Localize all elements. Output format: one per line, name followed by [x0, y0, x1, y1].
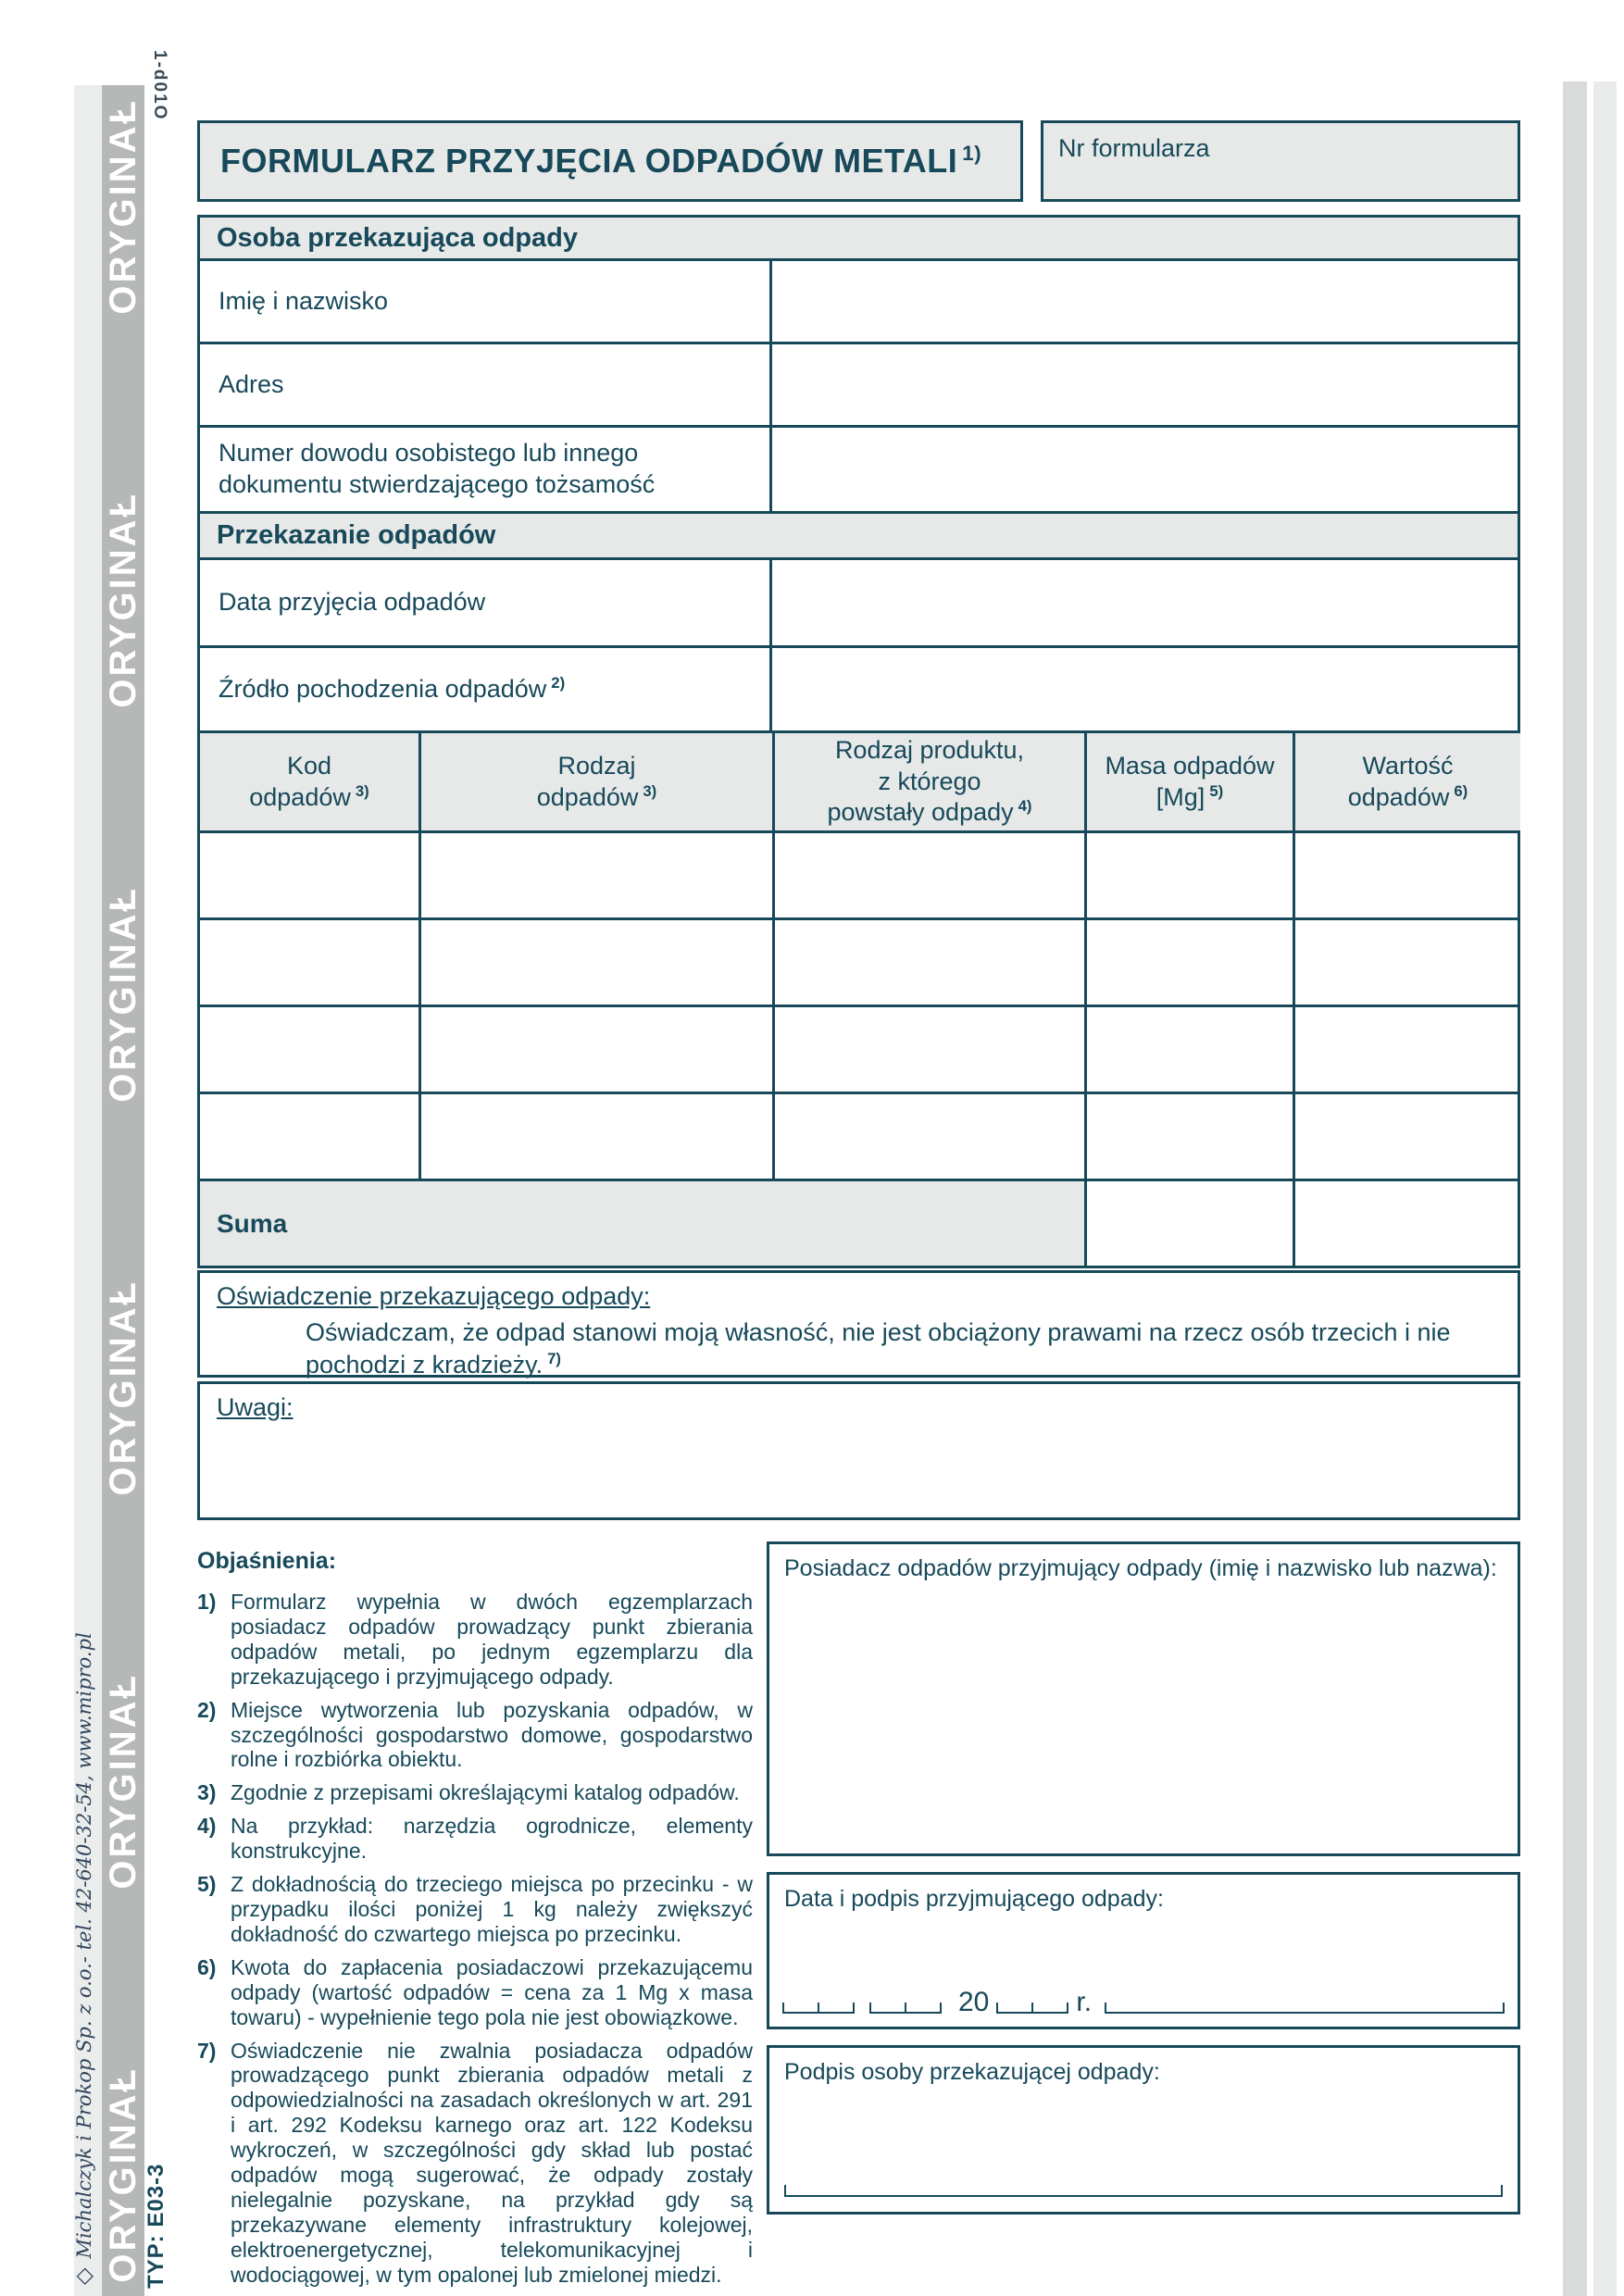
- main-form: [197, 215, 1520, 1520]
- table-cell-mass[interactable]: [1084, 1004, 1293, 1092]
- column-header-product-type: Rodzaj produktu, z którego powstały odpady $^{4)}$: [772, 733, 1084, 830]
- right-edge-strip: [1593, 81, 1617, 2296]
- watermark-text: ORYGINAŁ: [102, 1673, 144, 1890]
- table-cell-type[interactable]: [418, 1092, 772, 1179]
- note-number: 5): [197, 1872, 217, 1897]
- note-number: 6): [197, 1954, 217, 1979]
- section-header-transfer: Przekazanie odpadów: [197, 511, 1520, 560]
- printer-credit-text: Michalczyk i Prokop Sp. z o.o.- tel. 42-640-32-54, www.mipro.pl: [73, 1632, 95, 2259]
- date-year-cell[interactable]: [996, 2003, 1033, 2014]
- column-header-line: powstały odpady $^{4)}$: [827, 797, 1032, 827]
- section-header-transferor: Osoba przekazująca odpady: [197, 215, 1520, 261]
- transferor-signature-box[interactable]: [767, 2045, 1520, 2215]
- watermark-text: ORYGINAŁ: [102, 2066, 144, 2283]
- sum-label: Suma: [200, 1179, 1084, 1266]
- name-input-area[interactable]: [772, 261, 1518, 342]
- edge-print-code: 1-d01O: [150, 50, 169, 121]
- table-cell-value[interactable]: [1293, 830, 1520, 917]
- date-day-cell[interactable]: [782, 2003, 819, 2014]
- column-header-line: odpadów $^{3)}$: [249, 781, 369, 811]
- title-footnote-ref: 1): [962, 142, 982, 165]
- field-row-id-number: [197, 425, 1520, 514]
- column-header-line: odpadów $^{3)}$: [536, 781, 657, 811]
- date-century-text: 20: [958, 1987, 990, 2017]
- form-title-box: [197, 120, 1023, 202]
- note-number: 7): [197, 2038, 217, 2063]
- date-day-cell[interactable]: [818, 2003, 855, 2014]
- note-number: 2): [197, 1697, 217, 1722]
- sum-mass-cell[interactable]: [1084, 1179, 1293, 1266]
- id-number-label: Numer dowodu osobistego lub innego dokumentu stwierdzającego tożsamość: [200, 428, 772, 511]
- column-header-line: odpadów $^{6)}$: [1347, 781, 1468, 811]
- declaration-footnote-ref: 7): [547, 1350, 562, 1368]
- acceptance-date-label: Data przyjęcia odpadów: [200, 560, 772, 645]
- address-input-area[interactable]: [772, 344, 1518, 425]
- table-cell-type[interactable]: [418, 917, 772, 1004]
- address-label: Adres: [200, 344, 772, 425]
- note-text: Oświadczenie nie zwalnia posiadacza odpadów prowadzącego punkt zbierania odpadów metali z odpowiedzialności na zasadach określonych w art. 291 i art. 292 Kodeksu karnego oraz art. 122 Kodeksu wykroczeń, w szczególności gdy skład lub postać odpadów mogą sugerować, że odpady zostały nielegalnie pozyskane, na przykład gdy są przekazywane elementy infrastruktury kolejowej, elektroenergetycznej, telekomunikacyjnej i wodociągowej, w tym opalonej lub zmielonej miedzi.: [231, 2038, 753, 2287]
- declaration-body: Oświadczam, że odpad stanowi moją własność, nie jest obciążony prawami na rzecz osób trzecich i nie pochodzi z kradzieży. $^{7)}$: [306, 1318, 1451, 1379]
- sum-value-cell[interactable]: [1293, 1179, 1520, 1266]
- explanations: [197, 1548, 753, 2296]
- table-cell-product[interactable]: [772, 1004, 1084, 1092]
- name-label: Imię i nazwisko: [200, 261, 772, 342]
- table-cell-code[interactable]: [200, 1092, 418, 1179]
- table-cell-product[interactable]: [772, 1092, 1084, 1179]
- field-row-address: [197, 342, 1520, 428]
- note-text: Kwota do zapłacenia posiadaczowi przekazującemu odpady (wartość odpadów = cena za 1 Mg x masa towaru) - wypełnienie tego pola nie jest obowiązkowe.: [231, 1954, 753, 2029]
- table-cell-value[interactable]: [1293, 1004, 1520, 1092]
- field-row-waste-source: [197, 645, 1520, 733]
- declaration-box: [197, 1270, 1520, 1378]
- table-cell-code[interactable]: [200, 830, 418, 917]
- acceptance-date-input-area[interactable]: [772, 560, 1518, 645]
- watermark-text: ORYGINAŁ: [102, 98, 144, 315]
- form-number-field[interactable]: [1041, 120, 1520, 202]
- table-cell-mass[interactable]: [1084, 830, 1293, 917]
- receiver-holder-label: Posiadacz odpadów przyjmujący odpady (imię i nazwisko lub nazwa):: [784, 1555, 1497, 1581]
- note-text: Na przykład: narzędzia ogrodnicze, elementy konstrukcyjne.: [231, 1814, 753, 1864]
- receiver-date-signature-box[interactable]: [767, 1872, 1520, 2029]
- note-item: [197, 2039, 753, 2288]
- watermark-text: ORYGINAŁ: [102, 1279, 144, 1496]
- note-number: 4): [197, 1814, 217, 1839]
- explanations-heading: Objaśnienia:: [197, 1548, 337, 1574]
- transferor-signature-label: Podpis osoby przekazującej odpady:: [784, 2059, 1160, 2085]
- date-year-cell[interactable]: [1031, 2003, 1068, 2014]
- note-item: [197, 1780, 753, 1805]
- table-cell-type[interactable]: [418, 830, 772, 917]
- remarks-box[interactable]: [197, 1381, 1520, 1520]
- field-row-acceptance-date: [197, 557, 1520, 648]
- date-year-suffix: r.: [1076, 1987, 1093, 2017]
- remarks-heading: Uwagi:: [217, 1393, 294, 1421]
- table-cell-product[interactable]: [772, 830, 1084, 917]
- note-number: 1): [197, 1590, 217, 1614]
- declaration-heading: Oświadczenie przekazującego odpady:: [217, 1282, 651, 1310]
- receiver-holder-box[interactable]: [767, 1541, 1520, 1856]
- table-cell-code[interactable]: [200, 917, 418, 1004]
- note-text: Formularz wypełnia w dwóch egzemplarzach posiadacz odpadów prowadzący punkt zbierania odpadów metali, po jednym egzemplarzu dla przekazującego i przyjmującego odpady.: [231, 1590, 753, 1689]
- note-item: [197, 1955, 753, 2030]
- printer-credit: [70, 1632, 96, 2285]
- column-header-waste-type: Rodzaj odpadów $^{3)}$: [418, 733, 772, 830]
- table-cell-code[interactable]: [200, 1004, 418, 1092]
- waste-source-input-area[interactable]: [772, 648, 1518, 730]
- table-cell-value[interactable]: [1293, 917, 1520, 1004]
- table-cell-type[interactable]: [418, 1004, 772, 1092]
- right-edge-strip: [1563, 81, 1587, 2296]
- note-text: Z dokładnością do trzeciego miejsca po przecinku - w przypadku ilości poniżej 1 kg należy zwiększyć dokładność do czwartego miejsca po przecinku.: [231, 1872, 753, 1946]
- table-cell-mass[interactable]: [1084, 917, 1293, 1004]
- note-item: [197, 1814, 753, 1864]
- table-cell-product[interactable]: [772, 917, 1084, 1004]
- waste-source-label: [200, 648, 772, 730]
- column-header-waste-value: Wartość odpadów $^{6)}$: [1293, 733, 1520, 830]
- note-number: 3): [197, 1780, 217, 1805]
- id-number-input-area[interactable]: [772, 428, 1518, 511]
- note-text: Zgodnie z przepisami określającymi katalog odpadów.: [231, 1780, 740, 1805]
- column-header-line: [Mg] $^{5)}$: [1156, 781, 1224, 811]
- watermark-text: ORYGINAŁ: [102, 492, 144, 708]
- form-type-code: TYP: E03-3: [144, 2163, 169, 2289]
- column-header-waste-mass: Masa odpadów [Mg] $^{5)}$: [1084, 733, 1293, 830]
- form-title: FORMULARZ PRZYJĘCIA ODPADÓW METALI $^{1)}$: [220, 142, 982, 180]
- printer-logo-icon: ◇: [70, 2267, 96, 2285]
- date-fill-line: [782, 1986, 1505, 2017]
- watermark-text: ORYGINAŁ: [102, 885, 144, 1103]
- form-number-label: Nr formularza: [1058, 134, 1210, 162]
- waste-source-footnote-ref: 2): [551, 673, 566, 692]
- transferor-signature-line[interactable]: [784, 2185, 1503, 2197]
- field-row-name: [197, 258, 1520, 344]
- note-item: [197, 1698, 753, 1773]
- column-header-waste-code: Kod odpadów $^{3)}$: [200, 733, 418, 830]
- receiver-signature-line[interactable]: [1105, 2003, 1505, 2014]
- note-item: [197, 1872, 753, 1947]
- table-cell-value[interactable]: [1293, 1092, 1520, 1179]
- table-cell-mass[interactable]: [1084, 1092, 1293, 1179]
- note-text: Miejsce wytworzenia lub pozyskania odpadów, w szczególności gospodarstwo domowe, gospodarstwo rolne i rozbiórka obiektu.: [231, 1697, 753, 1772]
- date-month-cell[interactable]: [905, 2003, 942, 2014]
- original-watermark-band: [102, 85, 144, 2296]
- waste-table: [197, 730, 1520, 1268]
- note-item: [197, 1590, 753, 1690]
- waste-source-label-text: Źródło pochodzenia odpadów $^{2)}$: [219, 673, 566, 703]
- receiver-date-signature-label: Data i podpis przyjmującego odpady:: [784, 1886, 1164, 1912]
- date-month-cell[interactable]: [869, 2003, 906, 2014]
